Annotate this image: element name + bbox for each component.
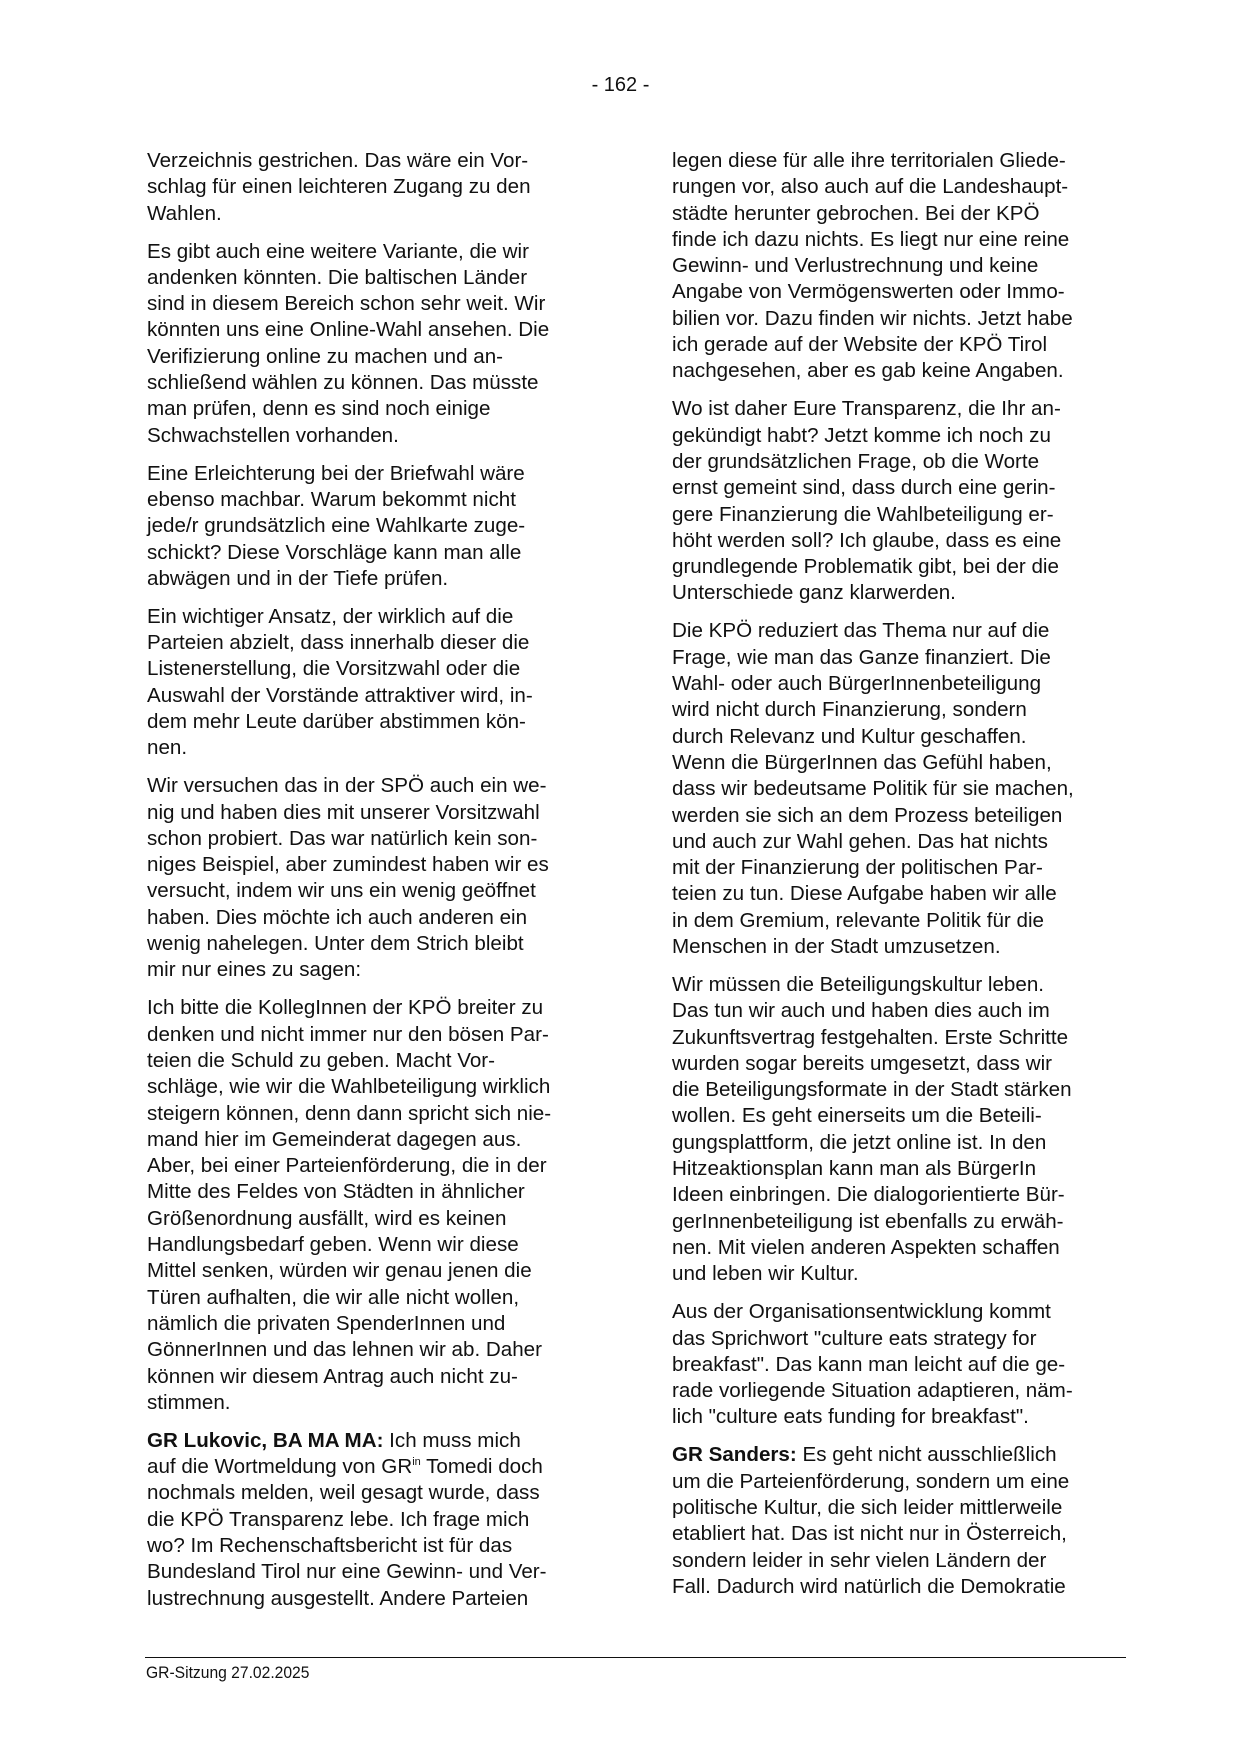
text-line: Menschen in der Stadt umzusetzen. — [672, 934, 1001, 958]
text-line: Wahl- oder auch BürgerInnenbeteiligung — [672, 672, 1042, 696]
text-line: wurden sogar bereits umgesetzt, dass wir — [672, 1051, 1053, 1075]
text-line: dass wir bedeutsame Politik für sie machen, — [672, 777, 1074, 801]
text-line: politische Kultur, die sich leider mittlerweile — [672, 1495, 1063, 1519]
text-line: Auswahl der Vorstände attraktiver wird, in- — [147, 683, 533, 707]
paragraph — [147, 148, 617, 227]
page-number: - 162 - — [591, 74, 650, 96]
text-line: dem mehr Leute darüber abstimmen kön- — [147, 710, 526, 733]
text-line: haben. Dies möchte ich auch anderen ein — [147, 905, 528, 929]
text-line: ernst gemeint sind, dass durch eine gerin- — [672, 476, 1056, 500]
text-line: versucht, indem wir uns ein wenig geöffnet — [147, 879, 536, 903]
text-line: teien zu tun. Diese Aufgabe haben wir alle — [672, 882, 1057, 906]
paragraph — [672, 1299, 1142, 1430]
text-line: ich gerade auf der Website der KPÖ Tirol — [672, 333, 1048, 357]
text-line: können wir diesem Antrag auch nicht zu- — [147, 1364, 518, 1388]
text-line: schlag für einen leichteren Zugang zu den — [147, 175, 531, 199]
text-line: Zukunftsvertrag festgehalten. Erste Schritte — [672, 1025, 1069, 1049]
text-line: schläge, wie wir die Wahlbeteiligung wirklich — [147, 1075, 551, 1099]
text-line — [672, 1442, 1142, 1468]
text-line: Aus der Organisationsentwicklung kommt — [672, 1300, 1051, 1324]
speaker-name: GR Sanders: — [672, 1443, 797, 1467]
text-line: rade vorliegende Situation adaptieren, näm- — [672, 1379, 1073, 1403]
text-line: Die KPÖ reduziert das Thema nur auf die — [672, 619, 1050, 643]
right-column — [672, 148, 1142, 1612]
text-line: sind in diesem Bereich schon sehr weit. Wir — [147, 292, 546, 316]
text-line: Es gibt auch eine weitere Variante, die wir — [147, 239, 529, 263]
text-line: der grundsätzlichen Frage, ob die Worte — [672, 449, 1040, 473]
text-line: wo? Im Rechenschaftsbericht ist für das — [147, 1533, 513, 1557]
text-line: gere Finanzierung die Wahlbeteiligung er- — [672, 502, 1054, 526]
paragraph — [672, 396, 1142, 606]
speech-sanders — [672, 1442, 1142, 1600]
text-line: in dem Gremium, relevante Politik für die — [672, 908, 1044, 932]
text-line: grundlegende Problematik gibt, bei der die — [672, 555, 1059, 579]
text-line: Wahlen. — [147, 201, 222, 225]
text-line: denken und nicht immer nur den bösen Par- — [147, 1022, 549, 1046]
text-line: Wir versuchen das in der SPÖ auch ein we- — [147, 774, 547, 798]
speaker-name: GR Lukovic, BA MA MA: — [147, 1428, 384, 1452]
text-line: legen diese für alle ihre territorialen Gliede- — [672, 149, 1066, 172]
text-line: Frage, wie man das Ganze finanziert. Die — [672, 645, 1051, 669]
paragraph — [147, 604, 617, 762]
text-line: GönnerInnen und das lehnen wir ab. Daher — [147, 1338, 542, 1362]
text-line: stimmen. — [147, 1390, 231, 1414]
text-line: jede/r grundsätzlich eine Wahlkarte zuge- — [147, 514, 526, 538]
text-line: andenken könnten. Die baltischen Länder — [147, 265, 528, 289]
text-line: Ein wichtiger Ansatz, der wirklich auf die — [147, 604, 514, 628]
text-line: Das tun wir auch und haben dies auch im — [672, 999, 1050, 1023]
superscript-gender-suffix: in — [412, 1456, 421, 1469]
speech-text: Ich muss mich — [383, 1428, 521, 1452]
text-line: nämlich die privaten SpenderInnen und — [147, 1311, 506, 1335]
footer-session-date: GR-Sitzung 27.02.2025 — [146, 1663, 310, 1682]
text-line: durch Relevanz und Kultur geschaffen. — [672, 724, 1027, 748]
text-line: und auch zur Wahl gehen. Das hat nichts — [672, 829, 1048, 853]
paragraph — [147, 995, 617, 1416]
text-line: die Beteiligungsformate in der Stadt stärken — [672, 1078, 1072, 1102]
text-line: Schwachstellen vorhanden. — [147, 423, 399, 447]
text-line: nochmals melden, weil gesagt wurde, dass — [147, 1481, 540, 1505]
text-line: steigern können, denn dann spricht sich nie- — [147, 1101, 552, 1125]
text-line: die KPÖ Transparenz lebe. Ich frage mich — [147, 1507, 530, 1531]
text-line: Wenn die BürgerInnen das Gefühl haben, — [672, 750, 1052, 774]
text-line: Aber, bei einer Parteienförderung, die in der — [147, 1154, 547, 1178]
text-line: könnten uns eine Online-Wahl ansehen. Die — [147, 318, 550, 342]
speech-text: Es geht nicht ausschließlich — [796, 1443, 1057, 1467]
text-line: und leben wir Kultur. — [672, 1262, 859, 1286]
text-line: Verifizierung online zu machen und an- — [147, 344, 504, 368]
paragraph — [147, 461, 617, 592]
text-line: Mittel senken, würden wir genau jenen die — [147, 1259, 532, 1283]
text-line: gungsplattform, die jetzt online ist. In den — [672, 1130, 1047, 1154]
text-line: mand hier im Gemeinderat dagegen aus. — [147, 1127, 522, 1151]
text-line: Verzeichnis gestrichen. Das wäre ein Vor- — [147, 149, 529, 172]
text-line: gerInnenbeteiligung ist ebenfalls zu erwäh- — [672, 1209, 1064, 1233]
text-line: Bundesland Tirol nur eine Gewinn- und Ver- — [147, 1560, 547, 1584]
text-line: sondern leider in sehr vielen Ländern der — [672, 1548, 1047, 1572]
text-line: Listenerstellung, die Vorsitzwahl oder die — [147, 657, 521, 681]
text-line: lich "culture eats funding for breakfast". — [672, 1405, 1029, 1429]
text-line: Angabe von Vermögenswerten oder Immo- — [672, 280, 1065, 304]
speech-text: auf die Wortmeldung von GR — [147, 1455, 413, 1479]
text-line: Wo ist daher Eure Transparenz, die Ihr an- — [672, 397, 1061, 421]
text-line: wollen. Es geht einerseits um die Beteili- — [672, 1104, 1042, 1128]
text-line: nen. Mit vielen anderen Aspekten schaffen — [672, 1235, 1060, 1259]
paragraph — [147, 773, 617, 983]
text-line: schon probiert. Das war natürlich kein son- — [147, 826, 538, 850]
paragraph — [147, 239, 617, 449]
text-line — [147, 1454, 617, 1480]
text-line: etabliert hat. Das ist nicht nur in Österreich, — [672, 1522, 1067, 1546]
text-line: wird nicht durch Finanzierung, sondern — [672, 698, 1027, 722]
left-column — [147, 148, 617, 1624]
text-line: das Sprichwort "culture eats strategy for — [672, 1326, 1037, 1350]
text-line: Gewinn- und Verlustrechnung und keine — [672, 254, 1039, 278]
text-line: nen. — [147, 736, 188, 760]
text-line: lustrechnung ausgestellt. Andere Parteien — [147, 1586, 529, 1610]
text-line: finde ich dazu nichts. Es liegt nur eine reine — [672, 227, 1070, 251]
text-line: wenig nahelegen. Unter dem Strich bleibt — [147, 932, 524, 956]
text-line: rungen vor, also auch auf die Landeshaupt- — [672, 175, 1069, 199]
text-line: Eine Erleichterung bei der Briefwahl wäre — [147, 461, 525, 485]
text-line: bilien vor. Dazu finden wir nichts. Jetzt habe — [672, 306, 1073, 330]
speech-text: Tomedi doch — [420, 1455, 543, 1479]
text-line: gekündigt habt? Jetzt komme ich noch zu — [672, 423, 1051, 447]
text-line: Wir müssen die Beteiligungskultur leben. — [672, 972, 1045, 996]
paragraph — [672, 618, 1142, 960]
text-line: teien die Schuld zu geben. Macht Vor- — [147, 1048, 496, 1072]
text-line: Mitte des Feldes von Städten in ähnlicher — [147, 1180, 525, 1204]
text-line: Türen aufhalten, die wir alle nicht wollen, — [147, 1285, 520, 1309]
text-line: schickt? Diese Vorschläge kann man alle — [147, 540, 522, 564]
text-line: Ideen einbringen. Die dialogorientierte Bür- — [672, 1183, 1065, 1207]
text-line: höht werden soll? Ich glaube, dass es eine — [672, 528, 1062, 552]
text-line: mit der Finanzierung der politischen Par- — [672, 856, 1043, 880]
text-line: Parteien abzielt, dass innerhalb dieser die — [147, 631, 530, 655]
paragraph — [672, 148, 1142, 385]
text-line: ebenso machbar. Warum bekommt nicht — [147, 487, 516, 511]
text-line: Unterschiede ganz klarwerden. — [672, 581, 956, 605]
text-line: städte herunter gebrochen. Bei der KPÖ — [672, 201, 1040, 225]
text-line: Handlungsbedarf geben. Wenn wir diese — [147, 1233, 519, 1257]
text-line: Fall. Dadurch wird natürlich die Demokratie — [672, 1574, 1066, 1598]
text-line: niges Beispiel, aber zumindest haben wir es — [147, 853, 549, 877]
footer-divider — [145, 1657, 1126, 1658]
text-line: Größenordnung ausfällt, wird es keinen — [147, 1206, 507, 1230]
text-line — [147, 1428, 617, 1454]
text-line: Hitzeaktionsplan kann man als BürgerIn — [672, 1157, 1037, 1181]
text-line: schließend wählen zu können. Das müsste — [147, 371, 539, 395]
text-line: nachgesehen, aber es gab keine Angaben. — [672, 359, 1064, 383]
text-line: mir nur eines zu sagen: — [147, 958, 362, 982]
text-line: abwägen und in der Tiefe prüfen. — [147, 566, 449, 590]
speech-lukovic — [147, 1428, 617, 1612]
text-line: man prüfen, denn es sind noch einige — [147, 397, 491, 421]
paragraph — [672, 972, 1142, 1288]
text-line: nig und haben dies mit unserer Vorsitzwahl — [147, 800, 540, 824]
text-line: breakfast". Das kann man leicht auf die ge- — [672, 1352, 1066, 1376]
text-line: Ich bitte die KollegInnen der KPÖ breiter zu — [147, 996, 544, 1020]
text-line: werden sie sich an dem Prozess beteiligen — [672, 803, 1063, 827]
text-line: um die Parteienförderung, sondern um eine — [672, 1469, 1070, 1493]
